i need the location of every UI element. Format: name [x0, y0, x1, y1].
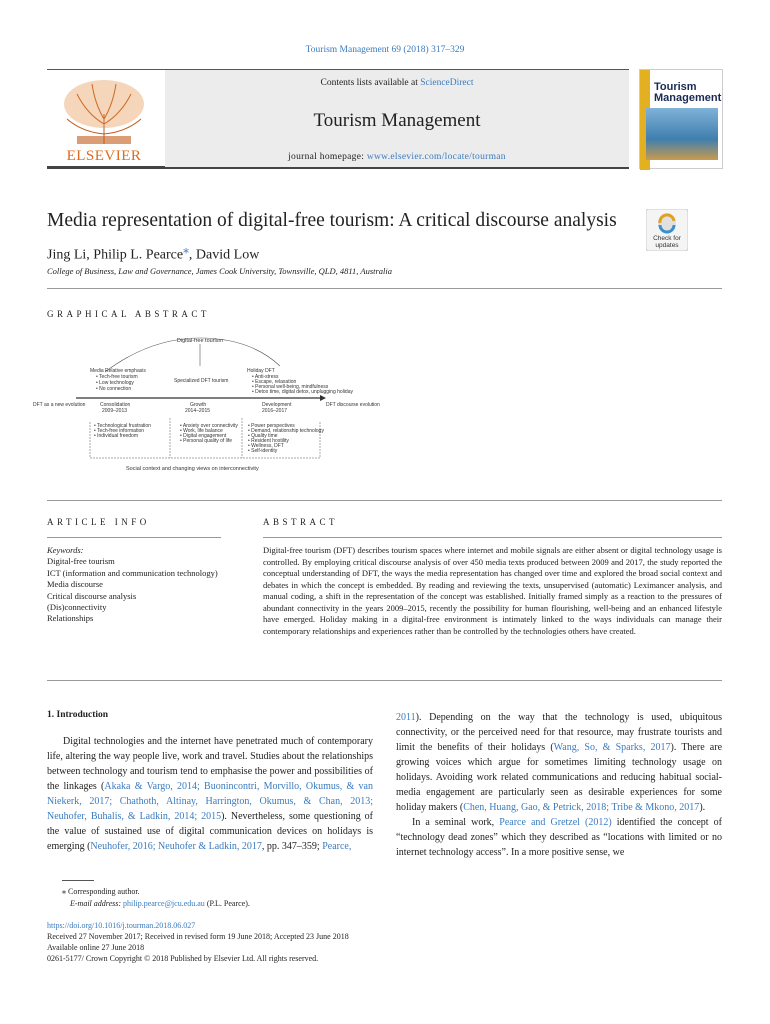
journal-reference-link[interactable]: Tourism Management 69 (2018) 317–329	[305, 45, 465, 55]
citation-link[interactable]: Neuhofer, 2016; Neuhofer & Ladkin, 2017	[90, 841, 262, 852]
svg-text:2009–2013: 2009–2013	[102, 408, 128, 414]
svg-text:• Power perspectives: • Power perspectives	[248, 423, 295, 429]
svg-text:• Demand, relationship technol: • Demand, relationship technology	[248, 428, 324, 434]
svg-text:2014–2015: 2014–2015	[185, 408, 211, 414]
journal-cover-image	[639, 69, 723, 169]
citation-link[interactable]: Wang, So, & Sparks, 2017	[553, 742, 671, 753]
abstract-heading: ABSTRACT	[263, 517, 339, 527]
graphical-abstract-diagram	[30, 326, 380, 486]
svg-text:Check for: Check for	[653, 235, 681, 242]
divider	[47, 500, 722, 501]
publisher-wordmark: ELSEVIER	[66, 148, 142, 164]
article-title: Media representation of digital-free tourism: A critical discourse analysis	[47, 210, 617, 231]
svg-text:• Tech-free information: • Tech-free information	[94, 428, 145, 434]
svg-text:• Self-identity: • Self-identity	[248, 448, 278, 454]
check-for-updates-badge[interactable]	[646, 209, 688, 251]
article-info-rule	[47, 537, 221, 538]
body-column-left: Digital technologies and the internet have penetrated much of contemporary life, altering the way people live, work and travel. Studies about the relationships between technology and tourism tend to emphasise the power and possibilities of the linkages (Akaka & Vargo, 2014; Buonincontri, Morvillo, Okumus, & van Niekerk, 2017; Chathoth, Altinay, Harrington, Okumus, & Chan, 2013; Neuhofer, Buhalis, & Ladkin, 2014; 2015). Nevertheless, some questioning of the value of sustained use of digital communication devices on holidays is emerging (Neuhofer, 2016; Neuhofer & Ladkin, 2017, pp. 347–359; Pearce,	[47, 736, 373, 852]
paragraph: In a seminal work, Pearce and Gretzel (2012) identified the concept of “technology dead zones” which they described as “locations with limited or no internet technology access”. In a more positive sense, we	[396, 817, 722, 858]
svg-text:Digital-free tourism: Digital-free tourism	[176, 338, 224, 344]
svg-text:• Resident hostility: • Resident hostility	[248, 438, 289, 444]
svg-text:updates: updates	[655, 242, 679, 249]
paragraph: 2011). Depending on the way that the technology is used, ubiquitous connectivity, or the perceived need for that resource, may frustrate tourists and limit the benefits of their holidays (Wang, So, & Sparks, 2017). There are growing voices which argue for sometimes limiting technology usage on holidays. Avoiding work related communications and reducing habitual social-media engagement are particularly seen as desirable experiences for some holiday makers (Chen, Huang, Gao, & Petrick, 2018; Tribe & Mkono, 2017).	[396, 712, 723, 813]
citation-link[interactable]: Pearce,	[322, 841, 352, 852]
body-column-right	[396, 710, 722, 860]
svg-text:• Low technology: • Low technology	[96, 380, 134, 386]
keywords-list	[47, 545, 227, 625]
citation-link[interactable]: Pearce and Gretzel (2012)	[499, 817, 612, 828]
article-authors: Jing Li, Philip L. Pearce⁎, David Low	[47, 243, 260, 263]
online-date: Available online 27 June 2018	[47, 943, 145, 952]
svg-text:Media Relative emphasis: Media Relative emphasis	[90, 368, 146, 374]
abstract-text: Digital-free tourism (DFT) describes tourism spaces where internet and mobile signals are either absent or digital technology usage is controlled. By employing critical discourse analysis of over 450 media texts produced between 2009 and 2017, the study reported the conceptual understanding of DFT, the ways the media representation has changed over time and explored the broad social context and debates in which the concept is embedded. By reading and reviewing the texts, unsupervised (automatic) Leximancer analysis, and manual coding, a shift in the representation of the concept was established. Initially framed simply as a reaction to the pressures of abundant connectivity in the years 2009–2015, recently the possibility for human flourishing, well-being and an enhanced lifestyle have emerged. Holiday making in a digital-free environment is intimately linked to the ways individuals can manage their contemporary relationships and experiences rather than be controlled by the technologies others have created.	[263, 545, 722, 636]
divider	[47, 288, 722, 289]
citation-link[interactable]: Chen, Huang, Gao, & Petrick, 2018; Tribe & Mkono, 2017	[463, 802, 700, 813]
citation-link[interactable]: 2011	[396, 712, 416, 723]
keywords-label: Keywords:	[47, 545, 84, 555]
svg-text:• Personal well-being, mindful: • Personal well-being, mindfulness	[252, 384, 329, 390]
svg-text:• Technological frustration: • Technological frustration	[94, 423, 151, 429]
graphical-abstract-heading: GRAPHICAL ABSTRACT	[47, 309, 210, 319]
journal-homepage-line: journal homepage: www.elsevier.com/locate/tourman	[288, 152, 506, 162]
footnote: ⁎ Corresponding author. E-mail address: philip.pearce@jcu.edu.au (P.L. Pearce).	[62, 887, 250, 908]
svg-text:Holiday DFT: Holiday DFT	[247, 368, 275, 374]
svg-text:• No connection: • No connection	[96, 386, 132, 392]
article-info-heading: ARTICLE INFO	[47, 517, 150, 527]
keyword-item: Media discourse	[47, 579, 103, 590]
citation-link[interactable]: Akaka & Vargo, 2014; Buonincontri, Morvillo, Okumus, & van Niekerk, 2017; Chathoth, Altinay, Harrington, Okumus, & Chan, 2013; Neuhofer, Buhalis, & Ladkin, 2014; 2015	[47, 781, 373, 822]
svg-text:• Anti-stress: • Anti-stress	[252, 374, 279, 380]
svg-text:DFT discourse evolution: DFT discourse evolution	[326, 402, 380, 408]
svg-text:Social context and changing vi: Social context and changing views on interconnectivity	[126, 466, 259, 472]
sciencedirect-link[interactable]: ScienceDirect	[420, 78, 474, 88]
svg-text:• Individual freedom: • Individual freedom	[94, 433, 138, 439]
section-heading-introduction: 1. Introduction	[47, 710, 109, 720]
received-dates: Received 27 November 2017; Received in revised form 19 June 2018; Accepted 23 June 2018	[47, 932, 349, 941]
affiliation: College of Business, Law and Governance, James Cook University, Townsville, QLD, 4811, Australia	[47, 266, 393, 276]
svg-text:Specialized DFT tourism: Specialized DFT tourism	[174, 378, 229, 384]
copyright: 0261-5177/ Crown Copyright © 2018 Published by Elsevier Ltd. All rights reserved.	[47, 954, 319, 963]
keyword-item: Relationships	[47, 613, 94, 624]
svg-text:• Quality time: • Quality time	[248, 433, 278, 439]
doi-link[interactable]: https://doi.org/10.1016/j.tourman.2018.06.027	[47, 921, 196, 930]
author-email-link[interactable]: philip.pearce@jcu.edu.au	[123, 899, 205, 908]
svg-text:• Escape, relaxation: • Escape, relaxation	[252, 379, 297, 385]
divider	[47, 680, 722, 681]
svg-text:2016–2017: 2016–2017	[262, 408, 288, 414]
journal-title: Tourism Management	[313, 110, 481, 131]
svg-text:Development: Development	[262, 402, 292, 408]
elsevier-logo	[47, 74, 161, 164]
svg-text:Consolidation: Consolidation	[100, 402, 131, 408]
svg-text:• Digital engagement: • Digital engagement	[180, 433, 227, 439]
abstract-rule	[263, 537, 722, 538]
contents-line: Contents lists available at ScienceDirect	[320, 78, 474, 88]
journal-banner	[47, 69, 629, 169]
svg-text:Growth: Growth	[190, 402, 207, 408]
svg-text:• Work, life balance: • Work, life balance	[180, 428, 223, 434]
svg-text:• Tech-free tourism: • Tech-free tourism	[96, 374, 138, 380]
svg-text:• Detox time, digital detox, u: • Detox time, digital detox, unplugging holiday	[252, 389, 353, 395]
cover-title: Tourism Management	[654, 81, 722, 104]
journal-homepage-link[interactable]: www.elsevier.com/locate/tourman	[366, 152, 506, 162]
keyword-item: (Dis)connectivity	[47, 602, 107, 613]
keyword-item: ICT (information and communication technology)	[47, 567, 218, 578]
svg-text:DFT as a new evolution: DFT as a new evolution	[33, 402, 86, 408]
banner-center-panel	[165, 70, 629, 167]
keyword-item: Digital-free tourism	[47, 556, 115, 567]
svg-text:• Wellness, DFT: • Wellness, DFT	[248, 443, 284, 449]
footnote-rule	[62, 880, 94, 881]
corresponding-author-mark[interactable]: ⁎	[183, 243, 189, 256]
keyword-item: Critical discourse analysis	[47, 590, 137, 601]
cover-photo	[646, 108, 718, 160]
publication-info	[47, 920, 349, 964]
svg-text:• Anxiety over connectivity: • Anxiety over connectivity	[180, 423, 238, 429]
svg-text:• Personal quality of life: • Personal quality of life	[180, 438, 233, 444]
